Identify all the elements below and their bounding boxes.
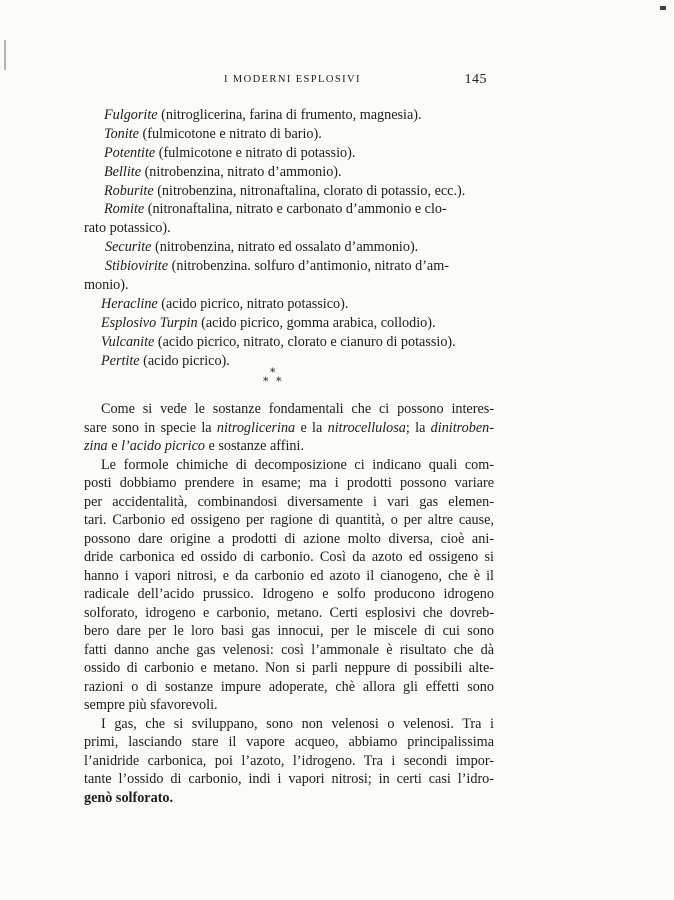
paragraph-line: genò solforato. xyxy=(84,789,174,806)
paragraph-line: fatti danno anche gas velenosi: così l’ammonale è risultato che dà xyxy=(84,641,494,658)
explosive-name: Heracline xyxy=(101,295,158,312)
paragraph-line: solforato, idrogeno e carbonio, metano. Certi esplosivi che dovreb- xyxy=(84,604,494,621)
explosive-name: Vulcanite xyxy=(101,333,155,350)
list-item-continuation: rato potassico). xyxy=(84,220,171,237)
paragraph-line: sare sono in specie la nitroglicerina e la nitrocellulosa; la dinitroben- xyxy=(84,419,494,436)
paragraph-line: zina e l’acido picrico e sostanze affini. xyxy=(84,438,304,454)
paragraph-line: per accidentalità, combinandosi diversamente i vari gas elemen- xyxy=(84,493,494,510)
explosive-name: Esplosivo Turpin xyxy=(101,314,198,331)
list-item: Heracline (acido picrico, nitrato potassico). xyxy=(101,295,349,312)
list-item: Vulcanite (acido picrico, nitrato, clorato e cianuro di potassio). xyxy=(101,333,456,350)
paragraph-line: ossido di carbonio e metano. Non si parli neppure di possibili alte- xyxy=(84,660,494,676)
list-item: Securite (nitrobenzina, nitrato ed ossalato d’ammonio). xyxy=(105,239,419,256)
paragraph-line: I gas, che si sviluppano, sono non velenosi o velenosi. Tra i xyxy=(101,715,494,732)
paragraph-line: radicale dell’acido prussico. Idrogeno e solfo producono idrogeno xyxy=(84,586,494,602)
page-header xyxy=(90,74,490,90)
paragraph-line: posti dobbiamo prendere in esame; ma i prodotti possono variare xyxy=(84,475,494,491)
explosive-name: Tonite xyxy=(104,125,139,142)
paragraph-line: razioni o di sostanze impure adoperate, chè allora gli effetti sono xyxy=(84,678,494,695)
list-item-continuation: monio). xyxy=(84,277,129,294)
scan-margin-mark xyxy=(4,40,6,70)
explosive-name: Bellite xyxy=(104,163,142,180)
paragraph-line: hanno i vapori nitrosi, e da carbonio ed azoto il cianogeno, che è il xyxy=(84,567,494,584)
explosive-name: Romite xyxy=(104,201,145,218)
list-item: Roburite (nitrobenzina, nitronaftalina, clorato di potassio, ecc.). xyxy=(104,182,466,199)
paragraph-line: Come si vede le sostanze fondamentali che ci possono interes- xyxy=(101,401,494,417)
list-item: Potentite (fulmicotone e nitrato di potassio). xyxy=(104,144,356,161)
page-number: 145 xyxy=(464,72,487,87)
list-item: Romite (nitronaftalina, nitrato e carbonato d’ammonio e clo- xyxy=(104,201,447,218)
paragraph-line: tari. Carbonio ed ossigeno per ragione di quantità, o per altre cause, xyxy=(84,512,494,528)
paragraph-line: possono dare origine a prodotti di azione molto diversa, cioè ani- xyxy=(84,530,494,547)
scan-edge-mark xyxy=(660,6,666,10)
paragraph-line: Le formole chimiche di decomposizione ci indicano quali com- xyxy=(101,456,494,473)
explosive-name: Securite xyxy=(105,239,152,256)
paragraph-line: sempre più sfavorevoli. xyxy=(84,697,218,713)
body-text xyxy=(84,400,494,807)
paragraph-line: bero dare per le loro basi gas innocui, per le miscele di cui sono xyxy=(84,623,494,639)
list-item: Tonite (fulmicotone e nitrato di bario). xyxy=(104,125,322,142)
list-item: Stibiovirite (nitrobenzina. solfuro d’antimonio, nitrato d’am- xyxy=(105,258,449,275)
explosive-name: Stibiovirite xyxy=(105,258,169,275)
list-item: Bellite (nitrobenzina, nitrato d’ammonio). xyxy=(104,163,342,180)
paragraph-line: dride carbonica ed ossido di carbonio. Così da azoto ed ossigeno si xyxy=(84,549,494,565)
asterism-glyph: * * * xyxy=(263,366,282,388)
explosive-name: Potentite xyxy=(104,144,156,161)
paragraph-line: l’anidride carbonica, poi l’azoto, l’idrogeno. Tra i secondi impor- xyxy=(84,752,494,769)
list-item: Esplosivo Turpin (acido picrico, gomma arabica, collodio). xyxy=(101,314,436,331)
running-title: I MODERNI ESPLOSIVI xyxy=(224,74,361,85)
explosive-name: Fulgorite xyxy=(104,107,158,123)
list-item: Pertite (acido picrico). xyxy=(101,352,230,369)
explosive-name: Roburite xyxy=(104,182,154,199)
list-item: Fulgorite (nitroglicerina, farina di frumento, magnesia). xyxy=(104,107,422,123)
explosives-list xyxy=(84,106,494,370)
paragraph-line: tante l’ossido di carbonio, indi i vapori nitrosi; in certi casi l’idro- xyxy=(84,771,494,787)
paragraph-line: primi, lasciando stare il vapore acqueo, abbiamo principalissima xyxy=(84,734,494,750)
explosive-name: Pertite xyxy=(101,352,140,369)
